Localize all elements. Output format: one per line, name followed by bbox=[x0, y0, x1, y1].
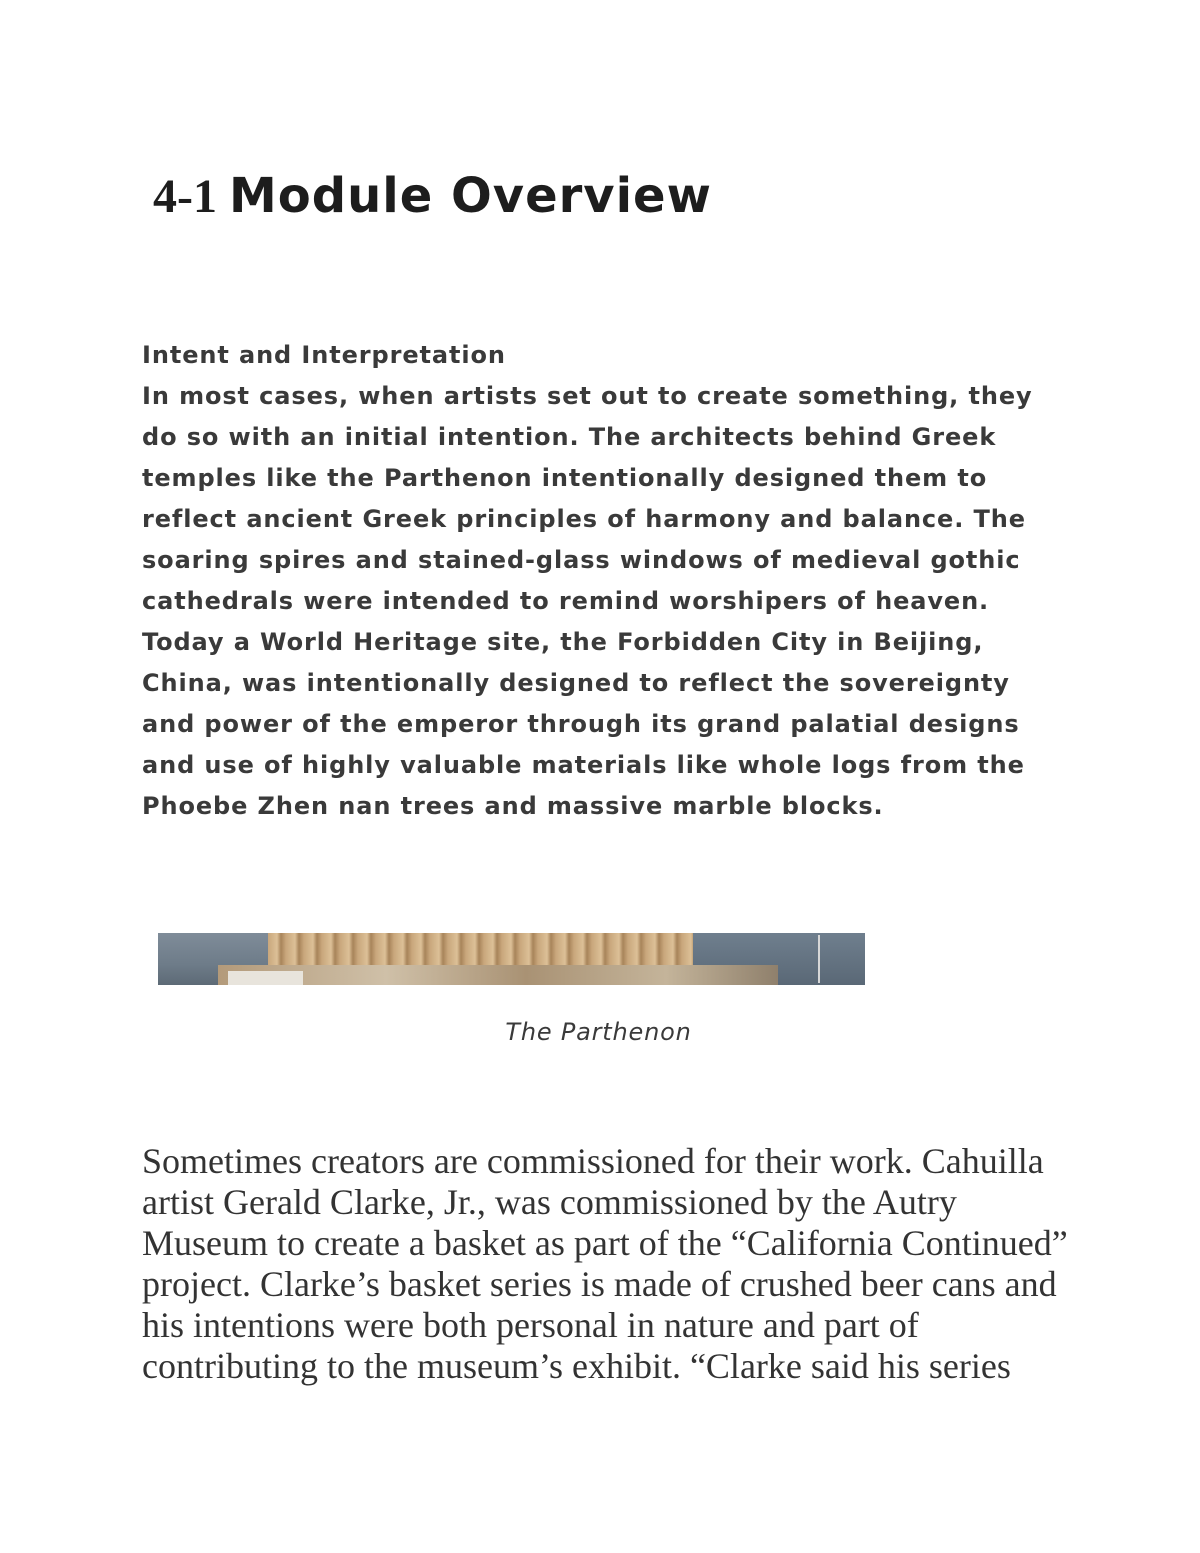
page-title bbox=[153, 168, 712, 225]
module-title: Module Overview bbox=[228, 168, 712, 224]
section-subtitle: Intent and Interpretation bbox=[142, 341, 506, 369]
parthenon-image bbox=[158, 933, 865, 985]
section-paragraph: In most cases, when artists set out to create something, they do so with an initial intention. The architects behind Greek temples like the Parthenon intentionally designed them to reflect ancient Greek principles of harmony and balance. The soaring spires and stained-glass windows of medieval gothic cathedrals were intended to remind worshipers of heaven. Today a World Heritage site, the Forbidden City in Beijing, China, was intentionally designed to reflect the sovereignty and power of the emperor through its grand palatial designs and use of highly valuable materials like whole logs from the Phoebe Zhen nan trees and massive marble blocks. bbox=[142, 382, 1033, 820]
body-paragraph-container bbox=[142, 1141, 1082, 1387]
body-paragraph: Sometimes creators are commissioned for their work. Cahuilla artist Gerald Clarke, Jr., was commissioned by the Autry Museum to create a basket as part of the “California Continued” project. Clarke’s basket series is made of crushed beer cans and his intentions were both personal in nature and part of contributing to the museum’s exhibit. “Clarke said his series bbox=[142, 1141, 1068, 1386]
image-caption: The Parthenon bbox=[505, 1018, 692, 1046]
module-number: 4-1 bbox=[153, 170, 217, 223]
intent-section bbox=[142, 335, 1072, 827]
